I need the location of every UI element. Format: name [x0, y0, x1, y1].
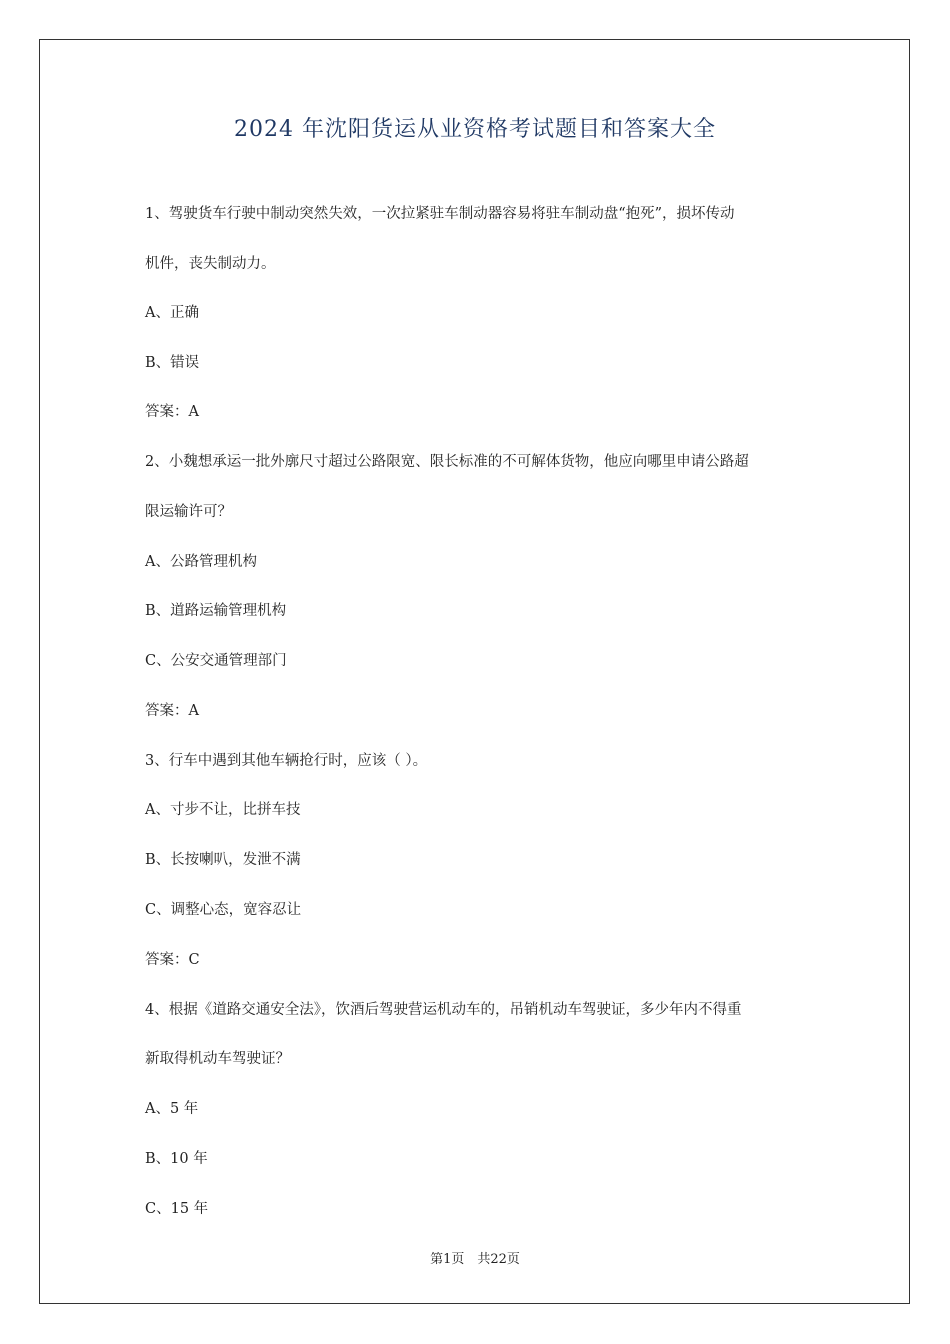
question-3-answer: 答案：C — [145, 952, 200, 968]
question-2-option-a: A、公路管理机构 — [145, 554, 257, 570]
question-1-option-a: A、正确 — [145, 305, 199, 321]
question-1-answer: 答案：A — [145, 404, 199, 420]
question-3-option-a: A、寸步不让，比拼车技 — [145, 802, 301, 818]
question-1-text-line-1: 1、驾驶货车行驶中制动突然失效，一次拉紧驻车制动器容易将驻车制动盘“抱死”，损坏传动 — [145, 206, 735, 222]
question-3-text: 3、行车中遇到其他车辆抢行时，应该（ ）。 — [145, 753, 428, 769]
question-3-option-b: B、长按喇叭，发泄不满 — [145, 852, 301, 868]
question-1-option-b: B、错误 — [145, 355, 200, 371]
question-3-option-c: C、调整心态，宽容忍让 — [145, 902, 302, 918]
question-2-text-line-2: 限运输许可？ — [145, 504, 232, 520]
document-title: 2024 年沈阳货运从业资格考试题目和答案大全 — [234, 117, 716, 142]
question-2-option-b: B、道路运输管理机构 — [145, 603, 287, 619]
question-4-option-a: A、5 年 — [145, 1101, 199, 1117]
page-number-footer: 第1页 共22页 — [430, 1252, 520, 1267]
question-4-text-line-2: 新取得机动车驾驶证？ — [145, 1051, 290, 1067]
question-4-option-b: B、10 年 — [145, 1151, 208, 1167]
question-2-answer: 答案：A — [145, 703, 199, 719]
question-4-text-line-1: 4、根据《道路交通安全法》，饮酒后驾驶营运机动车的，吊销机动车驾驶证，多少年内不得重 — [145, 1002, 742, 1018]
question-4-option-c: C、15 年 — [145, 1201, 209, 1217]
question-1-text-line-2: 机件，丧失制动力。 — [145, 256, 276, 272]
question-2-text-line-1: 2、小魏想承运一批外廓尺寸超过公路限宽、限长标准的不可解体货物，他应向哪里申请公路超 — [145, 454, 749, 470]
question-2-option-c: C、公安交通管理部门 — [145, 653, 287, 669]
